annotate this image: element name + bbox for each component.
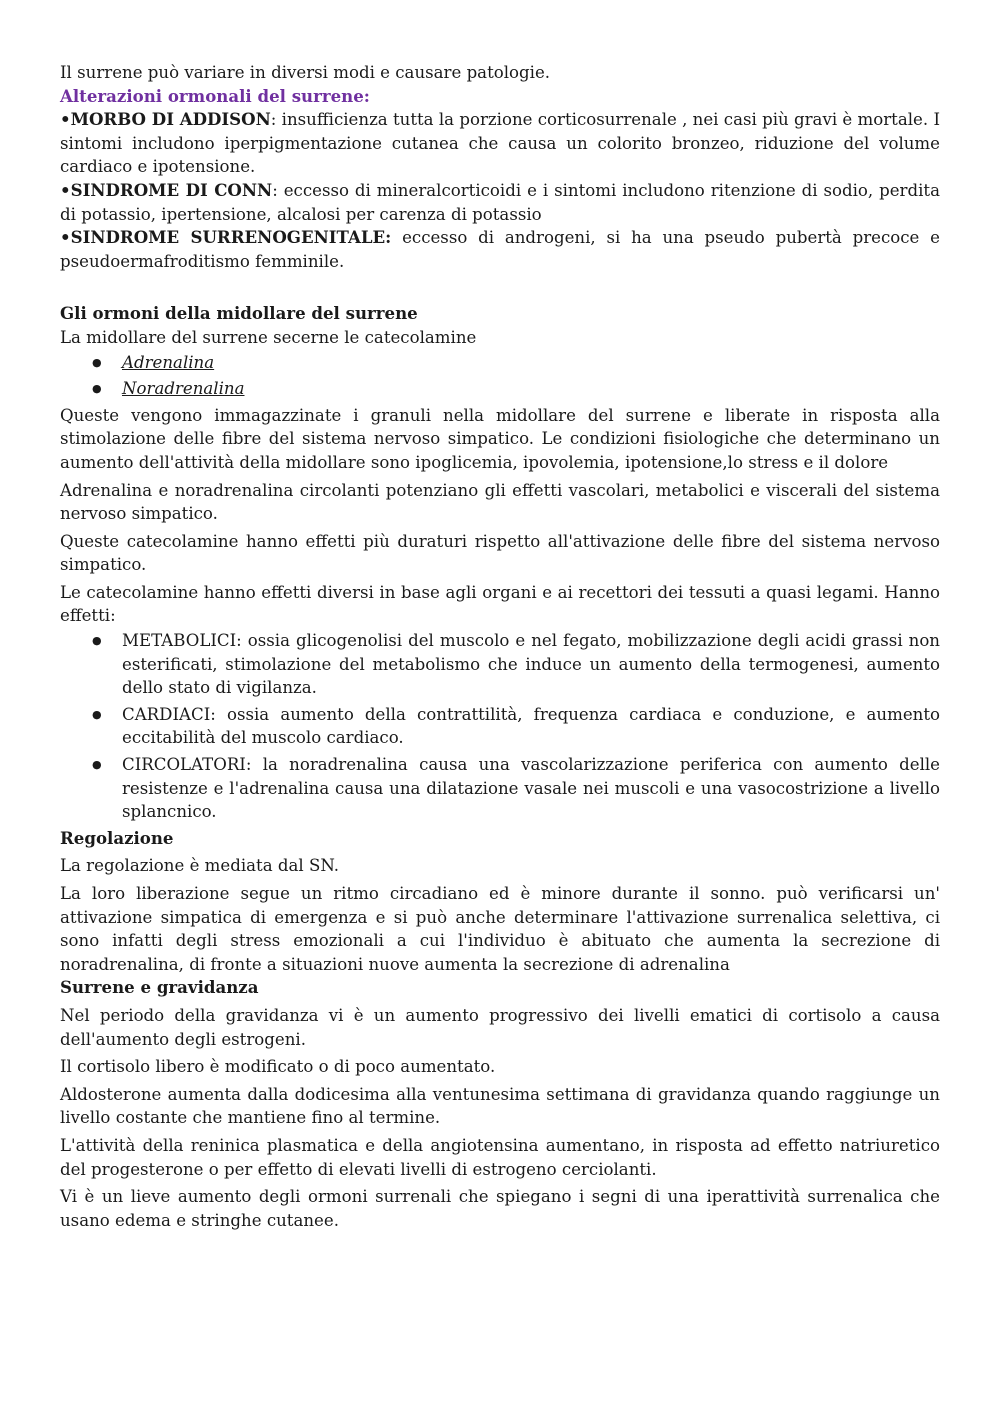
condition-text: : eccesso di mineralcorticoidi e i sintomi includono ritenzione di sodio, perdita di potassio, ipertensione, alcalosi per carenza di potassio [60,180,940,224]
hormone-noradrenalina: Noradrenalina [122,379,245,399]
intro-paragraph: Il surrene può variare in diversi modi e causare patologie. [60,63,551,82]
pregnancy-paragraph-3: Aldosterone aumenta dalla dodicesima alla ventunesima settimana di gravidanza quando raggiunge un livello costante che mantiene fino al termine. [60,1084,940,1128]
list-item: ● METABOLICI: ossia glicogenolisi del muscolo e nel fegato, mobilizzazione degli acidi grassi non esterificati, stimolazione del metabolismo che induce un aumento della termogenesi, aumento dello stato di vigilanza. [122,629,940,700]
medulla-paragraph-2: Adrenalina e noradrenalina circolanti potenziano gli effetti vascolari, metabolici e viscerali del sistema nervoso simpatico. [60,480,940,524]
hormone-list [60,351,940,401]
condition-text: : insufficienza tutta la porzione corticosurrenale , nei casi più gravi è mortale. I sintomi includono iperpigmentazione cutanea che causa un colorito bronzeo, riduzione del volume cardiaco e ipotensione. [60,110,940,177]
condition-name: SINDROME SURRENOGENITALE: [70,227,392,248]
effects-list [60,629,940,824]
medulla-intro: La midollare del surrene secerne le catecolamine [60,327,477,347]
condition-bullet: • [60,227,71,248]
regulation-paragraph-1: La regolazione è mediata dal SN. [60,856,340,876]
condition-addison [60,108,940,179]
pregnancy-paragraph-5: Vi è un lieve aumento degli ormoni surrenali che spiegano i segni di una iperattività surrenalica che usano edema e stringhe cutanee. [60,1187,940,1230]
hormone-adrenalina: Adrenalina [122,352,215,372]
medulla-paragraph-3: Queste catecolamine hanno effetti più duraturi rispetto all'attivazione delle fibre del sistema nervoso simpatico. [60,531,940,575]
condition-bullet: • [60,109,71,130]
pregnancy-paragraph-4: L'attività della reninica plasmatica e della angiotensina aumentano, in risposta ad effetto natriuretico del progesterone o per effetto di elevati livelli di estrogeno cerciolanti. [60,1135,940,1179]
list-item [122,377,940,401]
medulla-heading: Gli ormoni della midollare del surrene [60,303,418,324]
condition-surrenogenitale [60,226,940,273]
condition-name: SINDROME DI CONN [70,179,273,200]
condition-text: eccesso di androgeni, si ha una pseudo pubertà precoce e pseudoermafroditismo femminile. [60,228,940,271]
condition-name: MORBO DI ADDISON [70,109,271,130]
pregnancy-heading: Surrene e gravidanza [60,977,259,998]
list-item [122,351,940,375]
alterations-heading: Alterazioni ormonali del surrene: [60,85,370,106]
condition-conn [60,179,940,226]
pregnancy-paragraph-2: Il cortisolo libero è modificato o di poco aumentato. [60,1057,496,1077]
medulla-paragraph-4: Le catecolamine hanno effetti diversi in base agli organi e ai recettori dei tessuti a quasi legami. Hanno effetti: [60,582,940,626]
list-item: ● CARDIACI: ossia aumento della contrattilità, frequenza cardiaca e conduzione, e aumento eccitabilità del muscolo cardiaco. [122,703,940,750]
medulla-paragraph-1: Queste vengono immagazzinate i granuli nella midollare del surrene e liberate in risposta alla stimolazione delle fibre del sistema nervoso simpatico. Le condizioni fisiologiche che determinano un aumento dell'attività della midollare sono ipoglicemia, ipovolemia, ipotensione,lo stress e il dolore [60,405,940,472]
regulation-paragraph-2: La loro liberazione segue un ritmo circadiano ed è minore durante il sonno. può verificarsi un' attivazione simpatica di emergenza e si può anche determinare l'attivazione surrenalica selettiva, ci sono infatti degli stress emozionali a cui l'individuo è abituato che aumenta la secrezione di noradrenalina, di fronte a situazioni nuove aumenta la secrezione di adrenalina [60,884,940,974]
condition-bullet: • [60,179,71,200]
pregnancy-paragraph-1: Nel periodo della gravidanza vi è un aumento progressivo dei livelli ematici di cortisolo a causa dell'aumento degli estrogeni. [60,1005,940,1049]
list-item: ● CIRCOLATORI: la noradrenalina causa una vascolarizzazione periferica con aumento delle resistenze e l'adrenalina causa una dilatazione vasale nei muscoli e una vasocostrizione a livello splancnico. [122,753,940,824]
regulation-heading: Regolazione [60,827,174,848]
